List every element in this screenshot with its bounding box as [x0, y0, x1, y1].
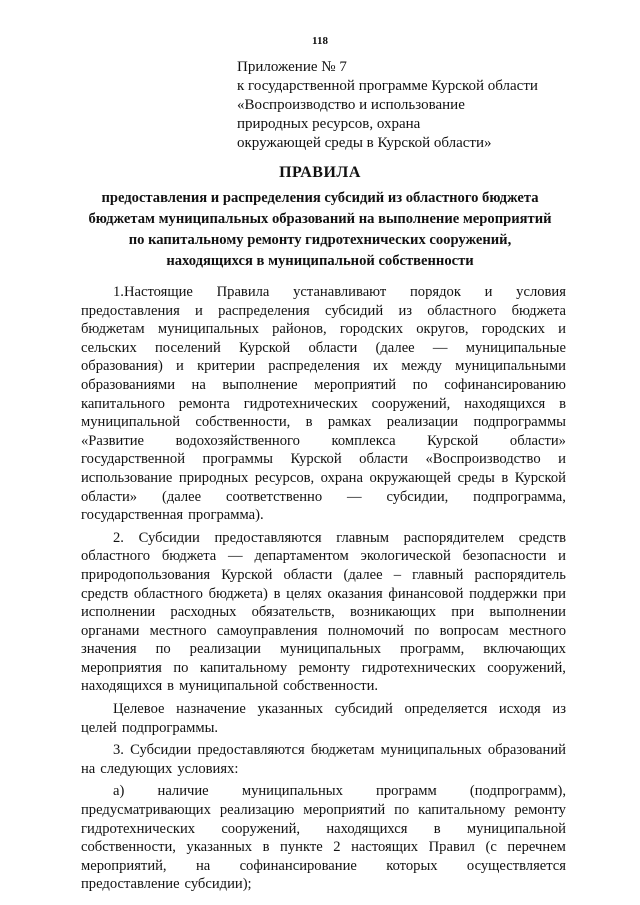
word: перечнем — [507, 839, 566, 856]
word: предоставляются — [197, 742, 305, 759]
word: Целевое — [113, 701, 165, 718]
word: в — [559, 395, 566, 412]
word: возникающих — [349, 604, 437, 621]
word: бюджетам — [310, 742, 375, 759]
word: охрана — [320, 469, 363, 486]
subtitle-line: бюджетам муниципальных образований на выполнение мероприятий — [88, 211, 552, 227]
word: образований — [487, 742, 566, 759]
word: мероприятий, — [81, 857, 167, 874]
word: Курской — [290, 451, 342, 468]
appendix-line: к государственной программе Курской области — [237, 78, 538, 94]
word: включающих — [483, 641, 566, 658]
text-line — [81, 566, 566, 585]
word: на — [195, 857, 211, 874]
word: областного — [427, 302, 497, 319]
word: водохозяйственного — [175, 432, 300, 449]
word: экологической — [360, 548, 451, 565]
word: между — [401, 358, 442, 375]
word: (подпрограмм), — [469, 783, 566, 800]
word: самоуправления — [216, 622, 318, 639]
word: муниципальные — [465, 339, 566, 356]
word: Курской — [221, 566, 273, 583]
word: критерии — [197, 358, 256, 375]
word: муниципальной — [466, 820, 566, 837]
word: программы — [202, 451, 273, 468]
word: бюджета — [161, 548, 217, 565]
word: капитальному — [418, 802, 506, 819]
word: органами — [81, 622, 140, 639]
word: Курской — [239, 339, 291, 356]
word: находящихся — [326, 820, 408, 837]
word: муниципальной — [81, 414, 181, 431]
word: Субсидии — [138, 529, 200, 546]
text-line — [81, 320, 566, 339]
word: исполнении — [81, 604, 156, 621]
word: области» — [81, 488, 138, 505]
word: муниципальных — [380, 742, 482, 759]
word: сооружений, — [371, 395, 451, 412]
word: мероприятий — [303, 802, 386, 819]
paragraph — [81, 283, 566, 525]
word: 2 — [333, 839, 341, 856]
word: области — [283, 566, 333, 583]
word: целей — [81, 719, 117, 736]
word: условия — [516, 284, 566, 300]
word: поддержки — [469, 585, 538, 602]
text-line — [81, 760, 566, 779]
word: ремонта — [178, 395, 230, 412]
word: местного — [149, 622, 207, 639]
word: местного — [509, 622, 566, 639]
paragraph — [81, 529, 566, 696]
word: субсидии, — [386, 488, 449, 505]
word: собственности. — [283, 678, 379, 695]
word: предоставляются — [214, 529, 322, 546]
word: предусматривающих — [81, 802, 211, 819]
word: безопасности — [462, 548, 547, 565]
word: подпрограммы — [473, 414, 566, 431]
word: выполнение — [222, 376, 298, 393]
word: и — [484, 284, 493, 300]
word: расходных — [170, 604, 237, 621]
word: 2. — [113, 529, 124, 546]
word: субсидий — [325, 302, 384, 319]
word: государственной — [81, 451, 186, 468]
word: ремонту — [298, 659, 351, 676]
word: целях — [286, 585, 322, 602]
word: муниципальных — [157, 321, 259, 338]
word: районов, — [272, 321, 327, 338]
text-line — [81, 547, 566, 566]
word: находящихся — [464, 395, 546, 412]
subtitle-line: находящихся в муниципальной собственности — [166, 253, 474, 269]
document-body — [81, 283, 566, 894]
word: в — [262, 839, 270, 856]
word: настоящих — [351, 839, 419, 856]
word: сооружений, — [487, 659, 566, 676]
text-line — [81, 719, 566, 738]
word: на — [191, 376, 206, 393]
word: по — [394, 802, 410, 819]
text-line — [81, 820, 566, 839]
word: капитальному — [199, 659, 288, 676]
text-line — [81, 357, 566, 376]
word: комплекса — [331, 432, 396, 449]
word: ремонту — [514, 802, 566, 819]
word: значения — [81, 641, 137, 658]
text-line — [81, 339, 566, 358]
word: главный — [412, 566, 464, 583]
text-line — [81, 700, 566, 719]
word: среды — [457, 469, 495, 486]
text-line — [81, 432, 566, 451]
word: средств — [518, 529, 566, 546]
word: сооружений, — [221, 820, 301, 837]
word: Правил — [428, 839, 475, 856]
word: субсидий — [334, 701, 393, 718]
word: пункте — [280, 839, 323, 856]
word: средств — [81, 585, 129, 602]
word: муниципальных — [241, 783, 343, 800]
word: находящихся — [81, 678, 163, 695]
text-line — [81, 659, 566, 678]
word: «Развитие — [81, 432, 145, 449]
word: и — [195, 302, 203, 319]
word: (далее — [375, 339, 415, 356]
word: подпрограмма, — [473, 488, 566, 505]
word: из — [552, 701, 566, 718]
word: рамках — [327, 414, 372, 431]
paragraph — [81, 782, 566, 894]
text-line — [81, 801, 566, 820]
word: и — [558, 451, 566, 468]
word: указанных — [186, 839, 253, 856]
word: назначение — [176, 701, 246, 718]
page-number: 118 — [312, 35, 328, 47]
word: областного — [81, 548, 150, 565]
text-line — [81, 529, 566, 548]
word: главным — [336, 529, 389, 546]
subtitle-line: по капитальному ремонту гидротехнических сооружений, — [128, 232, 512, 248]
word: программа). — [188, 507, 264, 524]
word: а) — [113, 783, 125, 800]
paragraph — [81, 741, 566, 778]
text-line — [81, 450, 566, 469]
word: областного — [133, 585, 203, 602]
word: «Воспроизводство — [425, 451, 541, 468]
text-line — [81, 506, 566, 525]
document-subtitle — [0, 188, 640, 272]
text-line — [81, 395, 566, 414]
word: и — [176, 358, 184, 375]
word: — — [228, 548, 243, 565]
text-line — [81, 376, 566, 395]
word: государственная — [81, 507, 184, 524]
word: использование — [81, 469, 173, 486]
text-line — [81, 469, 566, 488]
word: капитального — [81, 395, 165, 412]
word: которых — [386, 857, 438, 874]
word: соответственно — [225, 488, 323, 505]
appendix-line: природных ресурсов, охрана — [237, 116, 421, 132]
appendix-header — [237, 58, 597, 153]
word: гидротехнических — [243, 395, 358, 412]
word: окружающей — [369, 469, 452, 486]
word: подпрограммы. — [121, 719, 219, 736]
word: при — [543, 585, 566, 602]
subtitle-line: предоставления и распределения субсидий из областного бюджета — [101, 190, 539, 206]
word: бюджета) — [208, 585, 268, 602]
word: их — [373, 358, 389, 375]
appendix-line: Приложение № 7 — [237, 59, 347, 75]
word: в — [501, 469, 509, 486]
word: мероприятия — [81, 659, 162, 676]
word: программ, — [399, 641, 465, 658]
word: по — [412, 376, 428, 393]
word: в — [305, 414, 313, 431]
text-line — [81, 622, 566, 641]
word: софинансирование — [239, 857, 357, 874]
word: образованиями — [81, 376, 176, 393]
word: городских — [339, 321, 404, 338]
word: округов, — [416, 321, 469, 338]
word: выполнении — [489, 604, 566, 621]
word: 1.Настоящие — [113, 284, 193, 300]
text-line — [81, 283, 566, 302]
word: 3. — [113, 742, 124, 759]
word: образования) — [81, 358, 163, 375]
text-line — [81, 782, 566, 801]
word: — — [432, 339, 448, 356]
word: гидротехнических — [361, 659, 476, 676]
word: мероприятий — [314, 376, 397, 393]
word: реализации — [386, 414, 459, 431]
word: – — [393, 566, 401, 583]
appendix-line: окружающей среды в Курской области» — [237, 135, 492, 151]
word: программ — [376, 783, 437, 800]
word: муниципальных — [279, 641, 382, 658]
word: в — [167, 678, 175, 695]
word: гидротехнических — [81, 820, 196, 837]
word: (с — [485, 839, 497, 856]
word: природопользования — [81, 566, 211, 583]
text-line — [81, 677, 566, 696]
word: собственности, — [195, 414, 291, 431]
word: на — [81, 760, 96, 777]
text-line — [81, 741, 566, 760]
word: условиях: — [177, 760, 239, 777]
word: из — [398, 302, 413, 319]
text-line — [81, 875, 566, 894]
word: (далее — [343, 566, 383, 583]
word: распределения — [268, 358, 360, 375]
word: муниципальными — [455, 358, 566, 375]
word: реализацию — [219, 802, 295, 819]
word: устанавливают — [293, 284, 387, 300]
text-line — [81, 302, 566, 321]
word: Правила — [216, 284, 270, 300]
word: природных — [178, 469, 249, 486]
word: наличие — [157, 783, 209, 800]
word: — — [347, 488, 362, 505]
word: распорядителем — [403, 529, 505, 546]
word: ресурсов, — [254, 469, 315, 486]
word: в — [273, 585, 281, 602]
word: муниципальной — [179, 678, 279, 695]
word: бюджета — [511, 302, 566, 319]
word: области — [308, 339, 358, 356]
word: области — [359, 451, 408, 468]
word: предоставления — [81, 302, 180, 319]
word: указанных — [257, 701, 324, 718]
text-line — [81, 488, 566, 507]
word: (далее — [161, 488, 202, 505]
word: городских — [481, 321, 545, 338]
word: области» — [509, 432, 566, 449]
text-line — [81, 857, 566, 876]
word: распорядитель — [474, 566, 566, 583]
word: софинансированию — [444, 376, 566, 393]
word: в — [433, 820, 441, 837]
document-title: ПРАВИЛА — [279, 164, 361, 181]
word: распределения — [218, 302, 310, 319]
appendix-line: «Воспроизводство и использование — [237, 97, 465, 113]
word: вопросам — [439, 622, 499, 639]
word: определяется — [404, 701, 488, 718]
word: Курской — [427, 432, 479, 449]
word: финансовой — [388, 585, 464, 602]
word: и — [558, 548, 566, 565]
text-line — [81, 413, 566, 432]
word: собственности, — [81, 839, 176, 856]
word: следующих — [100, 760, 173, 777]
word: осуществляется — [466, 857, 566, 874]
word: по — [155, 641, 171, 658]
word: поселений — [155, 339, 221, 356]
text-line — [81, 603, 566, 622]
paragraph — [81, 700, 566, 737]
text-line — [81, 838, 566, 857]
word: департаментом — [254, 548, 349, 565]
word: полномочий — [327, 622, 404, 639]
word: и — [558, 321, 566, 338]
word: оказания — [327, 585, 383, 602]
word: бюджетам — [81, 321, 145, 338]
word: предоставление — [81, 876, 180, 893]
word: исходя — [498, 701, 541, 718]
word: Курской — [514, 469, 566, 486]
text-line — [81, 585, 566, 604]
word: при — [451, 604, 475, 621]
word: обязательств, — [251, 604, 335, 621]
word: субсидии); — [184, 876, 252, 893]
word: порядок — [409, 284, 461, 300]
word: по — [414, 622, 430, 639]
word: Субсидии — [130, 742, 192, 759]
text-line — [81, 640, 566, 659]
word: по — [173, 659, 189, 676]
word: сельских — [81, 339, 137, 356]
word: реализации — [189, 641, 261, 658]
